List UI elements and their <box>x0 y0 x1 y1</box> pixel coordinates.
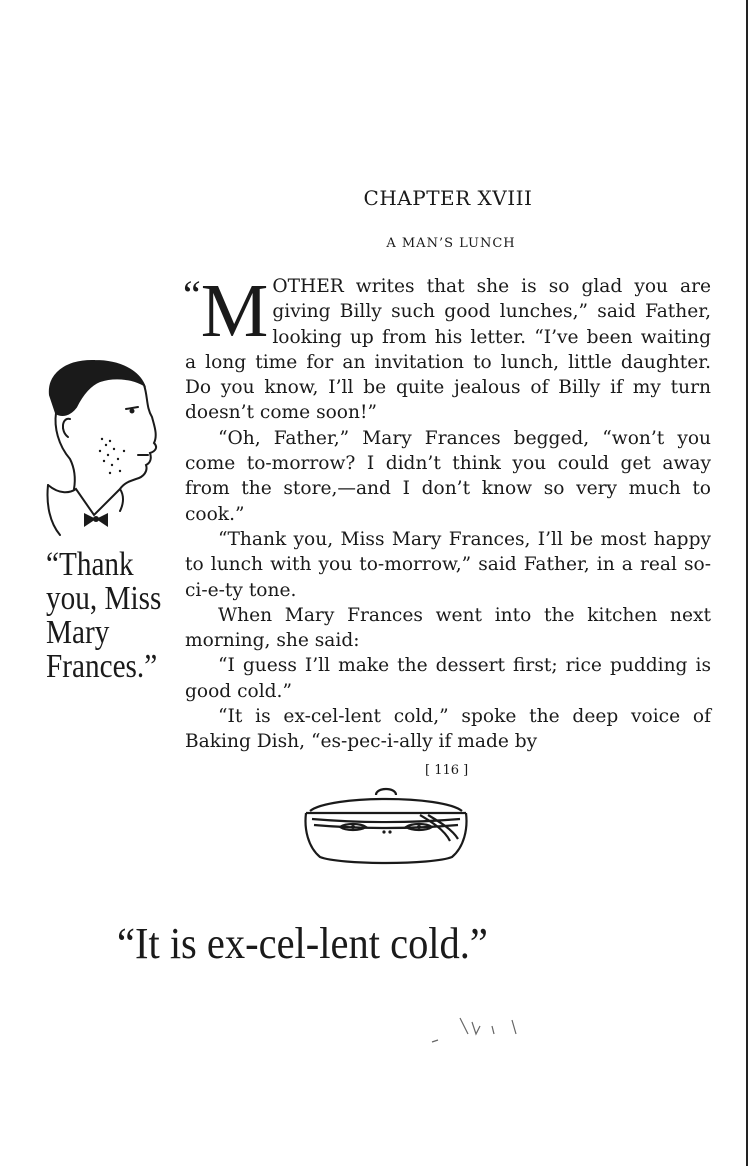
paragraph-2: “Oh, Father,” Mary Frances begged, “won’t you come to-morrow? I didn’t think you could get away from the store,—and I don’t know so very much to cook.” <box>185 427 711 525</box>
baking-dish-icon <box>300 785 472 867</box>
paragraph-4: When Mary Frances went into the kitchen next morning, she said: <box>185 604 711 652</box>
drop-cap <box>183 269 269 353</box>
scan-marks <box>420 1000 550 1070</box>
paragraph-6: “It is ex-cel-lent cold,” spoke the deep voice of Baking Dish, “es-pec-i-ally if made by <box>185 706 711 753</box>
bottom-caption: “It is ex-cel-lent cold.” <box>117 919 488 968</box>
side-caption-line: you, Miss <box>46 580 162 617</box>
side-caption <box>46 548 166 684</box>
side-caption-line: “Thank <box>46 546 134 583</box>
side-caption-line: Mary <box>46 614 110 651</box>
paragraph-5: “I guess I’ll make the dessert first; rice pudding is good cold.” <box>185 655 711 702</box>
drop-cap-letter: M <box>200 269 269 353</box>
chapter-body <box>183 269 711 755</box>
page-edge <box>746 0 748 1166</box>
chapter-heading: CHAPTER XVIII <box>363 186 533 210</box>
father-portrait-icon <box>40 355 158 545</box>
paragraph-3: “Thank you, Miss Mary Frances, I’ll be most happy to lunch with you to-morrow,” said Father, in a real so-ci-e-ty tone. <box>185 528 711 601</box>
chapter-title: A MAN’S LUNCH <box>386 236 516 251</box>
paragraph-1 <box>183 269 711 426</box>
page-number: [ 116 ] <box>425 763 469 778</box>
side-caption-line: Frances.” <box>46 648 158 685</box>
paragraph-text: OTHER writes that she is so glad you are giving Billy such good lunches,” said Father, looking up from his letter. “I’ve been waiting a long time for an invitation to lunch, little daughter. Do you know, I’ll be quite jealous of Billy if my turn doesn’t come soon!” <box>185 276 711 424</box>
drop-cap-quote: “ <box>183 272 201 317</box>
